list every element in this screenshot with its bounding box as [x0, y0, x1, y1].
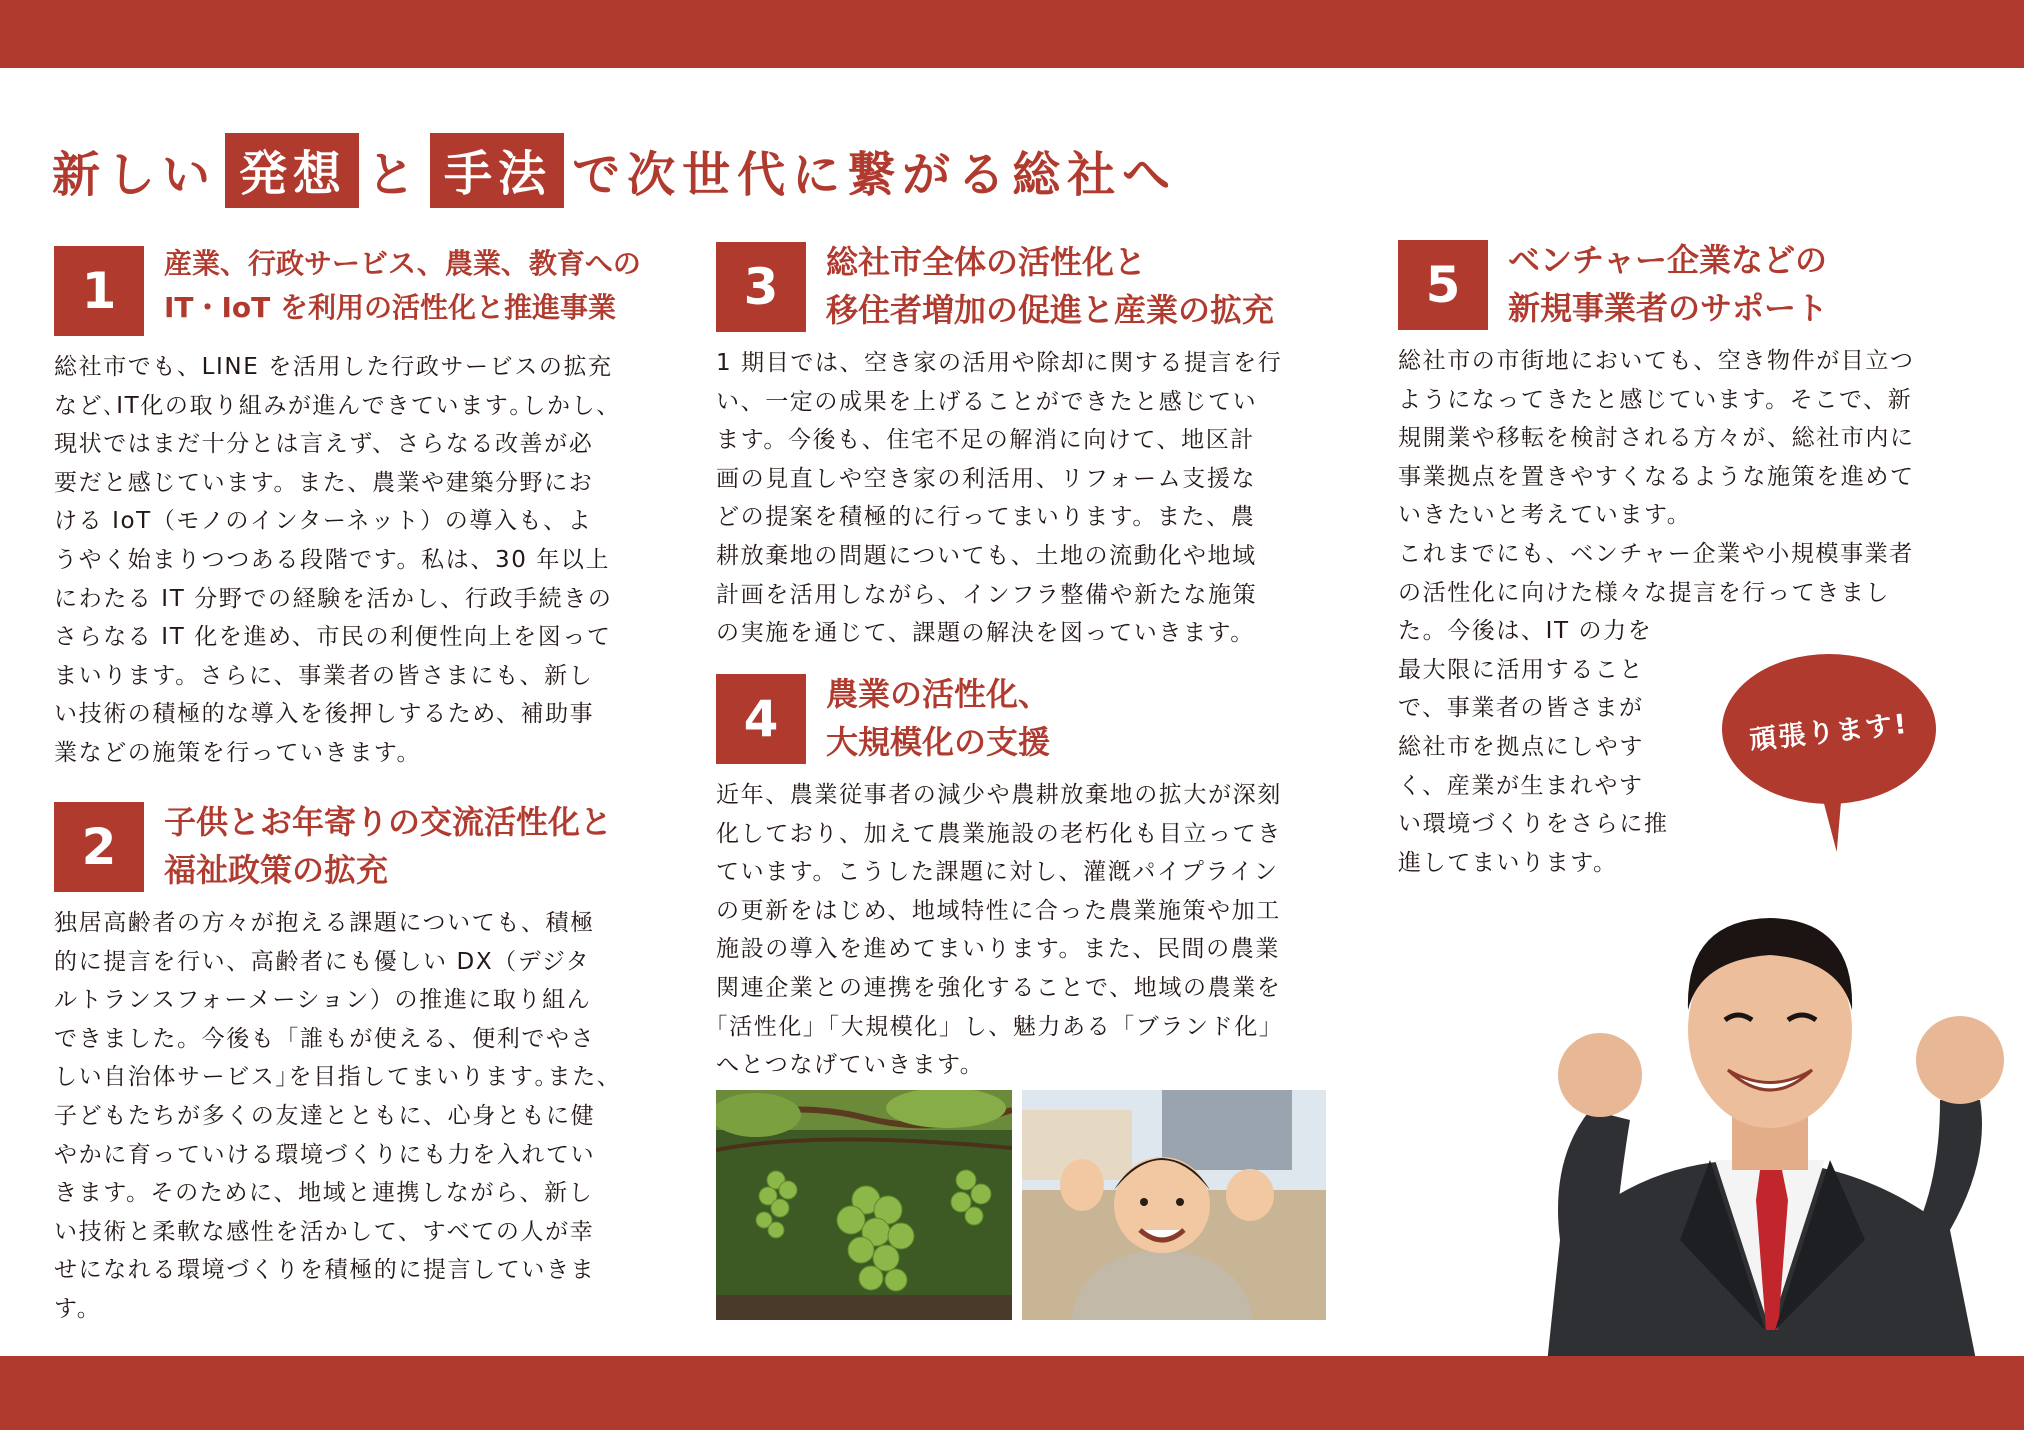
section-title — [164, 798, 612, 894]
headline-part2: と — [367, 146, 423, 203]
section-title — [1508, 236, 1828, 332]
section-title — [826, 238, 1274, 334]
headline-part1: 新しい — [52, 146, 218, 203]
section-title-line2: 新規事業者のサポート — [1508, 289, 1829, 327]
speech-bubble-text: 頑張ります! — [1748, 708, 1911, 756]
section-title-line1: 産業、行政サービス、農業、教育への — [164, 247, 641, 280]
section-title — [826, 670, 1050, 766]
section-header — [716, 674, 1328, 764]
section-body: 総社市の市街地においても、空き物件が目立つ ようになってきたと感じています。そこで、新 規開業や移転を検討される方々が、総社市内に 事業拠点を置きやすくなるような施策を進めて いきたいと考えています。 これまでにも、ベンチャー企業や小規模事業者 の活性化に向けた様々な提言を行ってきまし た。今後は、IT の力を 最大限に活用すること で、事業者の皆さまが 総社市を拠点にしやす く、産業が生まれやす い環境づくりをさらに推 進してまいります。 — [1398, 348, 1915, 876]
policy-section-4 — [716, 674, 1328, 1085]
headline-highlight-method: 手法 — [430, 133, 564, 208]
section-title-line2: 大規模化の支援 — [826, 723, 1051, 761]
section-title-line1: ベンチャー企業などの — [1508, 241, 1828, 279]
bottom-banner — [0, 1356, 2024, 1430]
section-title-line1: 総社市全体の活性化と — [826, 243, 1147, 281]
section-number: 2 — [54, 802, 144, 892]
page-headline — [52, 136, 1177, 204]
section-number: 5 — [1398, 240, 1488, 330]
section-body: 近年、農業従事者の減少や農耕放棄地の拡大が深刻 化しており、加えて農業施設の老朽化も目立ってき ています。こうした課題に対し、灌漑パイプライン の更新をはじめ、地域特性に合った農業施策や加工 施設の導入を進めてまいります。また、民間の農業 関連企業との連携を強化することで、地域の農業を ｢活性化｣「大規模化」し、魅力ある「ブランド化」 へとつなげていきます。 — [716, 782, 1284, 1079]
section-header — [54, 802, 654, 892]
grape-vineyard-photo — [716, 1090, 1012, 1320]
candidate-portrait — [1520, 860, 2024, 1430]
section-title-line1: 子供とお年寄りの交流活性化と — [164, 803, 613, 841]
section-title — [164, 242, 641, 330]
headline-part3: で次世代に繋がる総社へ — [572, 146, 1178, 203]
top-banner — [0, 0, 2024, 68]
policy-section-2 — [54, 802, 654, 1329]
section-title-line1: 農業の活性化、 — [826, 675, 1051, 713]
smiling-child-photo — [1022, 1090, 1326, 1320]
policy-section-3 — [716, 242, 1328, 653]
speech-bubble — [1722, 654, 1936, 804]
section-header — [1398, 240, 1958, 330]
section-title-line2: 福祉政策の拡充 — [164, 851, 389, 889]
section-body: 総社市でも、LINE を活用した行政サービスの拡充 など､IT化の取り組みが進んできています｡しかし、 現状ではまだ十分とは言えず、さらなる改善が必 要だと感じています。また、農業や建築分野にお ける IoT（モノのインターネット）の導入も、よ うやく始まりつつある段階です。私は、30 年以上 にわたる IT 分野での経験を活かし、行政手続きの さらなる IT 化を進め、市民の利便性向上を図って まいります。さらに、事業者の皆さまにも、新し い技術の積極的な導入を後押しするため、補助事 業などの施策を行っていきます。 — [54, 354, 621, 766]
policy-section-1 — [54, 246, 654, 773]
section-body: 独居高齢者の方々が抱える課題についても、積極 的に提言を行い、高齢者にも優しい DX（デジタ ルトランスフォーメーション）の推進に取り組ん できました。今後も「誰もが使える、便利でやさ しい自治体サービス｣を目指してまいります｡また、 子どもたちが多くの友達とともに、心身ともに健 やかに育っていける環境づくりにも力を入れてい きます。そのために、地域と連携しながら、新し い技術と柔軟な感性を活かして、すべての人が幸 せになれる環境づくりを積極的に提言していきま す。 — [54, 910, 622, 1322]
headline-highlight-idea: 発想 — [225, 133, 359, 208]
section-number: 4 — [716, 674, 806, 764]
section-title-line2: 移住者増加の促進と産業の拡充 — [826, 291, 1275, 329]
section-body: 1 期目では、空き家の活用や除却に関する提言を行 い、一定の成果を上げることができたと感じてい ます。今後も、住宅不足の解消に向けて、地区計 画の見直しや空き家の利活用、リフォーム支援な どの提案を積極的に行ってまいります。また、農 耕放棄地の問題についても、土地の流動化や地域 計画を活用しながら、インフラ整備や新たな施策 の実施を通じて、課題の解決を図っていきます。 — [716, 350, 1283, 647]
section-number: 1 — [54, 246, 144, 336]
section-header — [716, 242, 1328, 332]
section-number: 3 — [716, 242, 806, 332]
section-title-line2: IT・IoT を利用の活性化と推進事業 — [164, 291, 617, 324]
section-header — [54, 246, 654, 336]
